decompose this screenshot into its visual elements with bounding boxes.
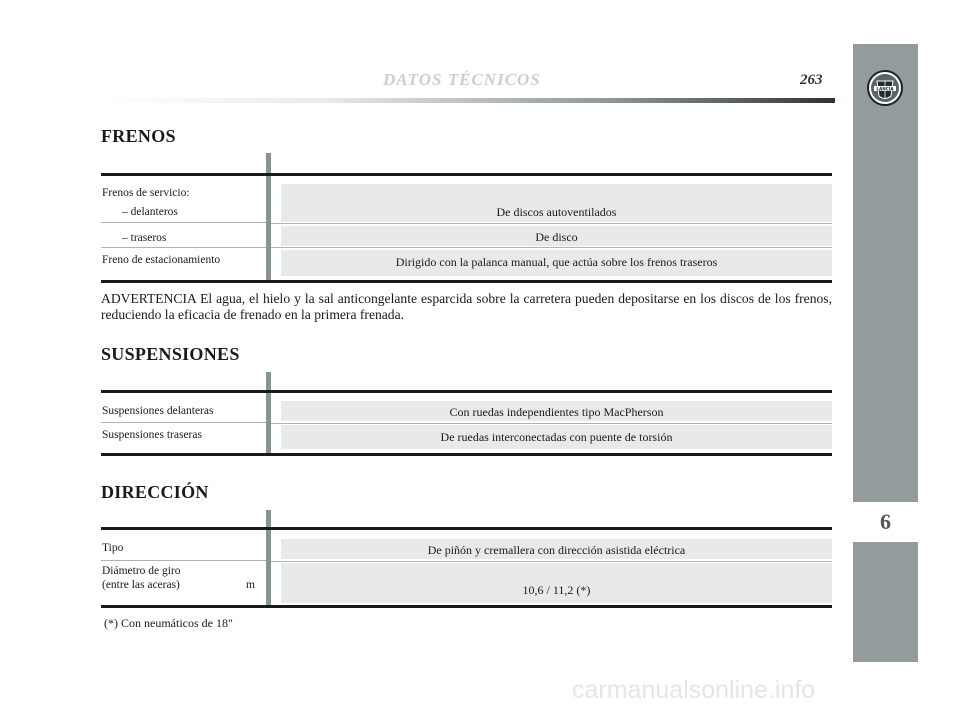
row-label-freno-estacionamiento: Freno de estacionamiento (102, 254, 221, 266)
row-label-suspensiones-delanteras: Suspensiones delanteras (102, 405, 214, 417)
row-separator (101, 222, 266, 223)
row-label-tipo: Tipo (102, 542, 124, 554)
page-number: 263 (800, 72, 823, 88)
row-value-suspensiones-traseras: De ruedas interconectadas con puente de torsión (281, 425, 832, 449)
table-top-rule (101, 390, 832, 393)
row-separator (271, 423, 832, 424)
row-separator (271, 223, 832, 224)
row-label-frenos-servicio: Frenos de servicio: (102, 187, 190, 199)
chapter-sidebar (853, 44, 918, 662)
row-value-delanteros (281, 184, 832, 222)
lancia-logo-icon (866, 69, 904, 107)
table-divider-bar (266, 372, 271, 454)
table-top-rule (101, 173, 832, 176)
row-label-diametro-giro: Diámetro de giro (102, 565, 181, 577)
row-unit-m: m (246, 579, 255, 591)
watermark-text: carmanualsonline.info (572, 676, 816, 704)
section-title-suspensiones: SUSPENSIONES (101, 344, 240, 364)
table-bottom-rule (101, 605, 832, 608)
value-text: De discos autoventilados (496, 205, 617, 219)
row-separator (101, 560, 266, 561)
row-separator (271, 561, 832, 562)
row-separator (271, 247, 832, 248)
chapter-number-tab[interactable]: 6 (853, 502, 918, 542)
table-bottom-rule (101, 280, 832, 283)
row-label-suspensiones-traseras: Suspensiones traseras (102, 429, 202, 441)
footnote: (*) Con neumáticos de 18" (104, 616, 233, 630)
row-value-freno-estacionamiento: Dirigido con la palanca manual, que actúa sobre los frenos traseros (281, 250, 832, 276)
logo-text: LANCIA (876, 86, 894, 92)
brake-warning-text: ADVERTENCIA El agua, el hielo y la sal anticongelante esparcida sobre la carretera pueden depositarse en los discos de los frenos, reduciendo la eficacia de frenado en la primera frenada. (101, 291, 832, 322)
header-rule (100, 98, 835, 103)
row-value-tipo: De piñón y cremallera con dirección asistida eléctrica (281, 539, 832, 559)
table-bottom-rule (101, 453, 832, 456)
row-separator (101, 247, 266, 248)
row-label-entre-aceras: (entre las aceras) (102, 579, 180, 591)
running-header-title: DATOS TÉCNICOS (383, 70, 541, 89)
row-label-delanteros: – delanteros (122, 206, 178, 218)
table-top-rule (101, 527, 832, 530)
section-title-direccion: DIRECCIÓN (101, 482, 209, 502)
row-separator (101, 422, 266, 423)
row-value-traseros: De disco (281, 226, 832, 246)
section-title-frenos: FRENOS (101, 126, 176, 146)
table-divider-bar (266, 510, 271, 607)
row-value-suspensiones-delanteras: Con ruedas independientes tipo MacPherson (281, 401, 832, 421)
row-label-traseros: – traseros (122, 232, 167, 244)
row-value-diametro-giro: 10,6 / 11,2 (*) (281, 563, 832, 603)
